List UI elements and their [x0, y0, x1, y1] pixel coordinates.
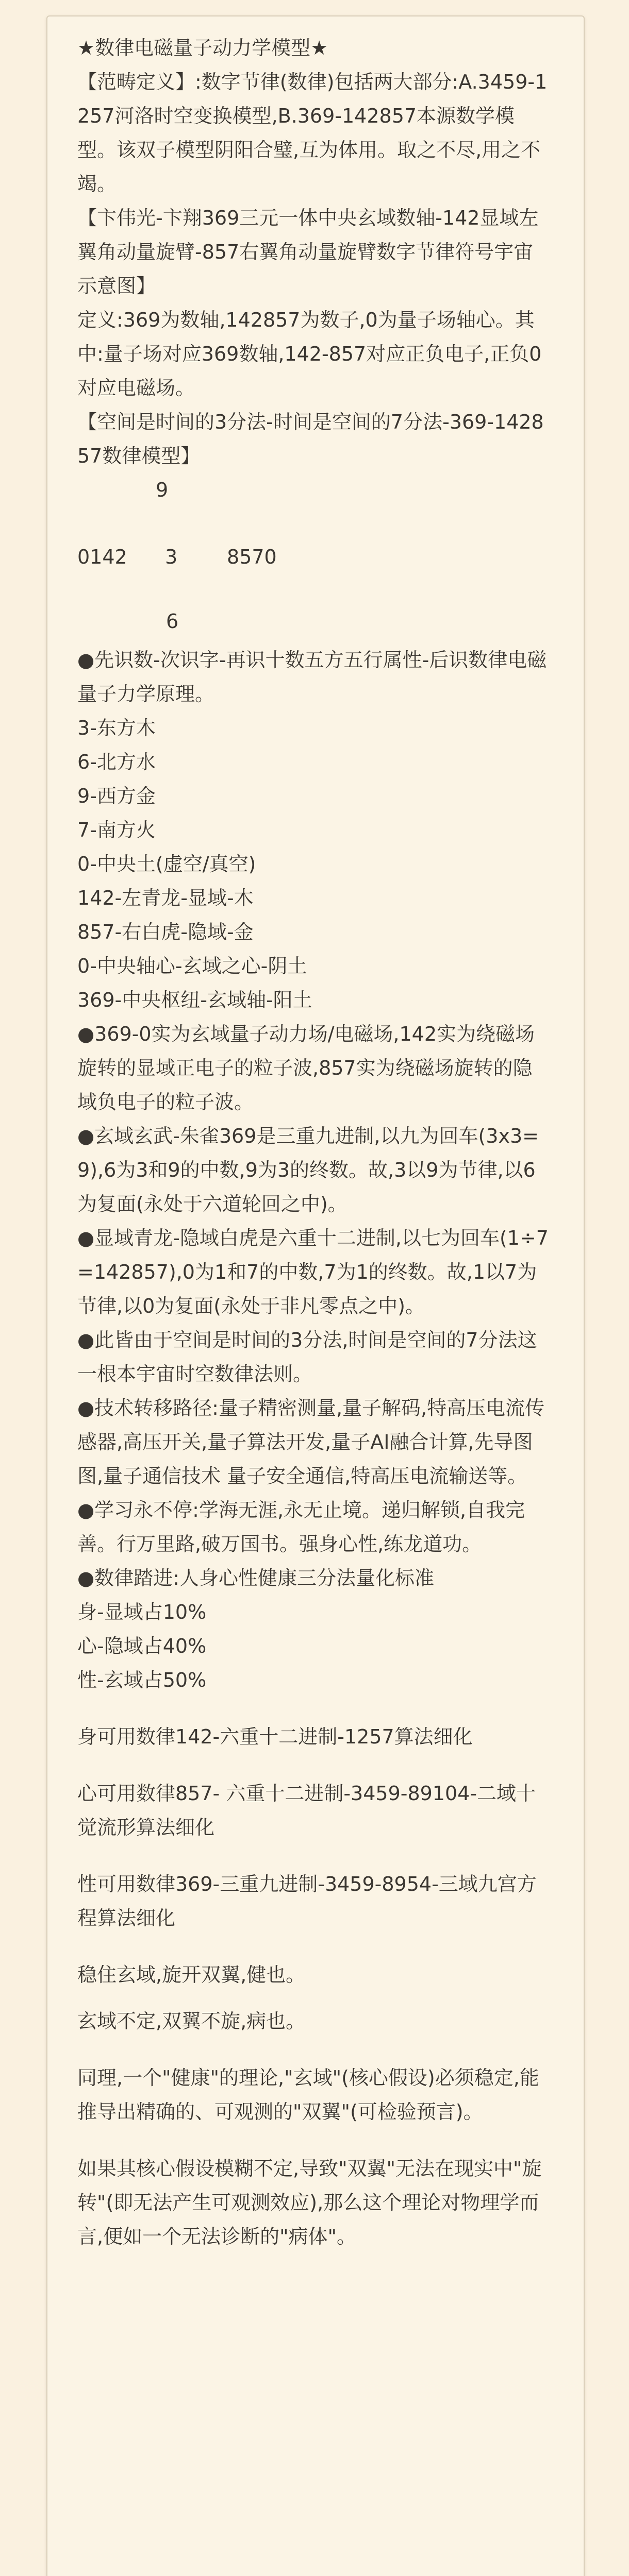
diagram-left: 0142 — [77, 546, 127, 568]
definition-scope: 【范畴定义】:数字节律(数律)包括两大部分:A.3459-1257河洛时空变换模型,B.369-142857本源数学模型。该双子模型阴阳合璧,互为体用。取之不尽,用之不竭。 — [77, 71, 548, 195]
paragraph: 如果其核心假设模糊不定,导致"双翼"无法在现实中"旋转"(即无法产生可观测效应),那么这个理论对物理学而言,便如一个无法诊断的"病体"。 — [77, 2157, 542, 2248]
note-content — [77, 31, 552, 2253]
paragraph: 身可用数律142-六重十二进制-1257算法细化 — [77, 1725, 473, 1748]
paragraph: 心可用数律857- 六重十二进制-3459-89104-二域十觉流形算法细化 — [77, 1782, 536, 1839]
body-line: 心-隐域占40% — [77, 1635, 207, 1657]
diagram-top: 9 — [156, 479, 169, 501]
definition-axis: 定义:369为数轴,142857为数子,0为量子场轴心。其中:量子场对应369数轴,142-857对应正负电子,正负0对应电磁场。 — [77, 309, 542, 399]
paragraph: 性可用数律369-三重九进制-3459-8954-三域九宫方程算法细化 — [77, 1873, 537, 1929]
paragraph: 稳住玄域,旋开双翼,健也。 — [77, 1963, 306, 1986]
body-line: ●技术转移路径:量子精密测量,量子解码,特高压电流传感器,高压开关,量子算法开发,量子AI融合计算,先导图图,量子通信技术 量子安全通信,特高压电流输送等。 — [77, 1397, 545, 1487]
body-line: 0-中央土(虚空/真空) — [77, 853, 256, 875]
diagram-right: 8570 — [227, 546, 277, 568]
body-line: 9-西方金 — [77, 785, 156, 807]
diagram-center: 3 — [165, 546, 178, 568]
body-line: ●学习永不停:学海无涯,永无止境。递归解锁,自我完善。行万里路,破万国书。强身心性,练龙道功。 — [77, 1499, 525, 1555]
body-line: ●玄域玄武-朱雀369是三重九进制,以九为回车(3x3=9),6为3和9的中数,9为3的终数。故,3以9为节律,以6为复面(永处于六道轮回之中)。 — [77, 1125, 539, 1215]
body-line: ●显域青龙-隐域白虎是六重十二进制,以七为回车(1÷7=142857),0为1和7的中数,7为1的终数。故,1以7为节律,以0为复面(永处于非凡零点之中)。 — [77, 1227, 549, 1317]
body-line: 3-东方木 — [77, 717, 156, 739]
body-line: 7-南方火 — [77, 819, 156, 841]
body-line: ●此皆由于空间是时间的3分法,时间是空间的7分法这一根本宇宙时空数律法则。 — [77, 1329, 537, 1385]
diagram-caption: 【卞伟光-卞翔369三元一体中央玄域数轴-142显域左翼角动量旋臂-857右翼角动量旋臂数字节律符号宇宙示意图】 — [77, 207, 539, 297]
paragraph: 同理,一个"健康"的理论,"玄域"(核心假设)必须稳定,能推导出精确的、可观测的"双翼"(可检验预言)。 — [77, 2066, 539, 2123]
body-line: ●先识数-次识字-再识十数五方五行属性-后识数律电磁量子力学原理。 — [77, 649, 547, 705]
body-line: ●369-0实为玄域量子动力场/电磁场,142实为绕磁场旋转的显域正电子的粒子波,857实为绕磁场旋转的隐域负电子的粒子波。 — [77, 1023, 535, 1113]
body-line: 369-中央枢纽-玄域轴-阳土 — [77, 989, 312, 1011]
paragraph: 玄域不定,双翼不旋,病也。 — [77, 2010, 306, 2032]
body-line: 身-显域占10% — [77, 1601, 207, 1623]
model-heading: 【空间是时间的3分法-时间是空间的7分法-369-142857数律模型】 — [77, 411, 544, 467]
diagram-bottom: 6 — [166, 610, 179, 633]
body-line: 6-北方水 — [77, 751, 156, 773]
note-title: ★数律电磁量子动力学模型★ — [77, 37, 328, 59]
body-line: 857-右白虎-隐域-金 — [77, 921, 254, 943]
body-line: ●数律踏进:人身心性健康三分法量化标准 — [77, 1567, 434, 1589]
number-diagram — [77, 473, 552, 643]
body-line: 性-玄域占50% — [77, 1669, 207, 1691]
body-line: 142-左青龙-显域-木 — [77, 887, 254, 909]
body-line: 0-中央轴心-玄域之心-阴土 — [77, 955, 307, 977]
